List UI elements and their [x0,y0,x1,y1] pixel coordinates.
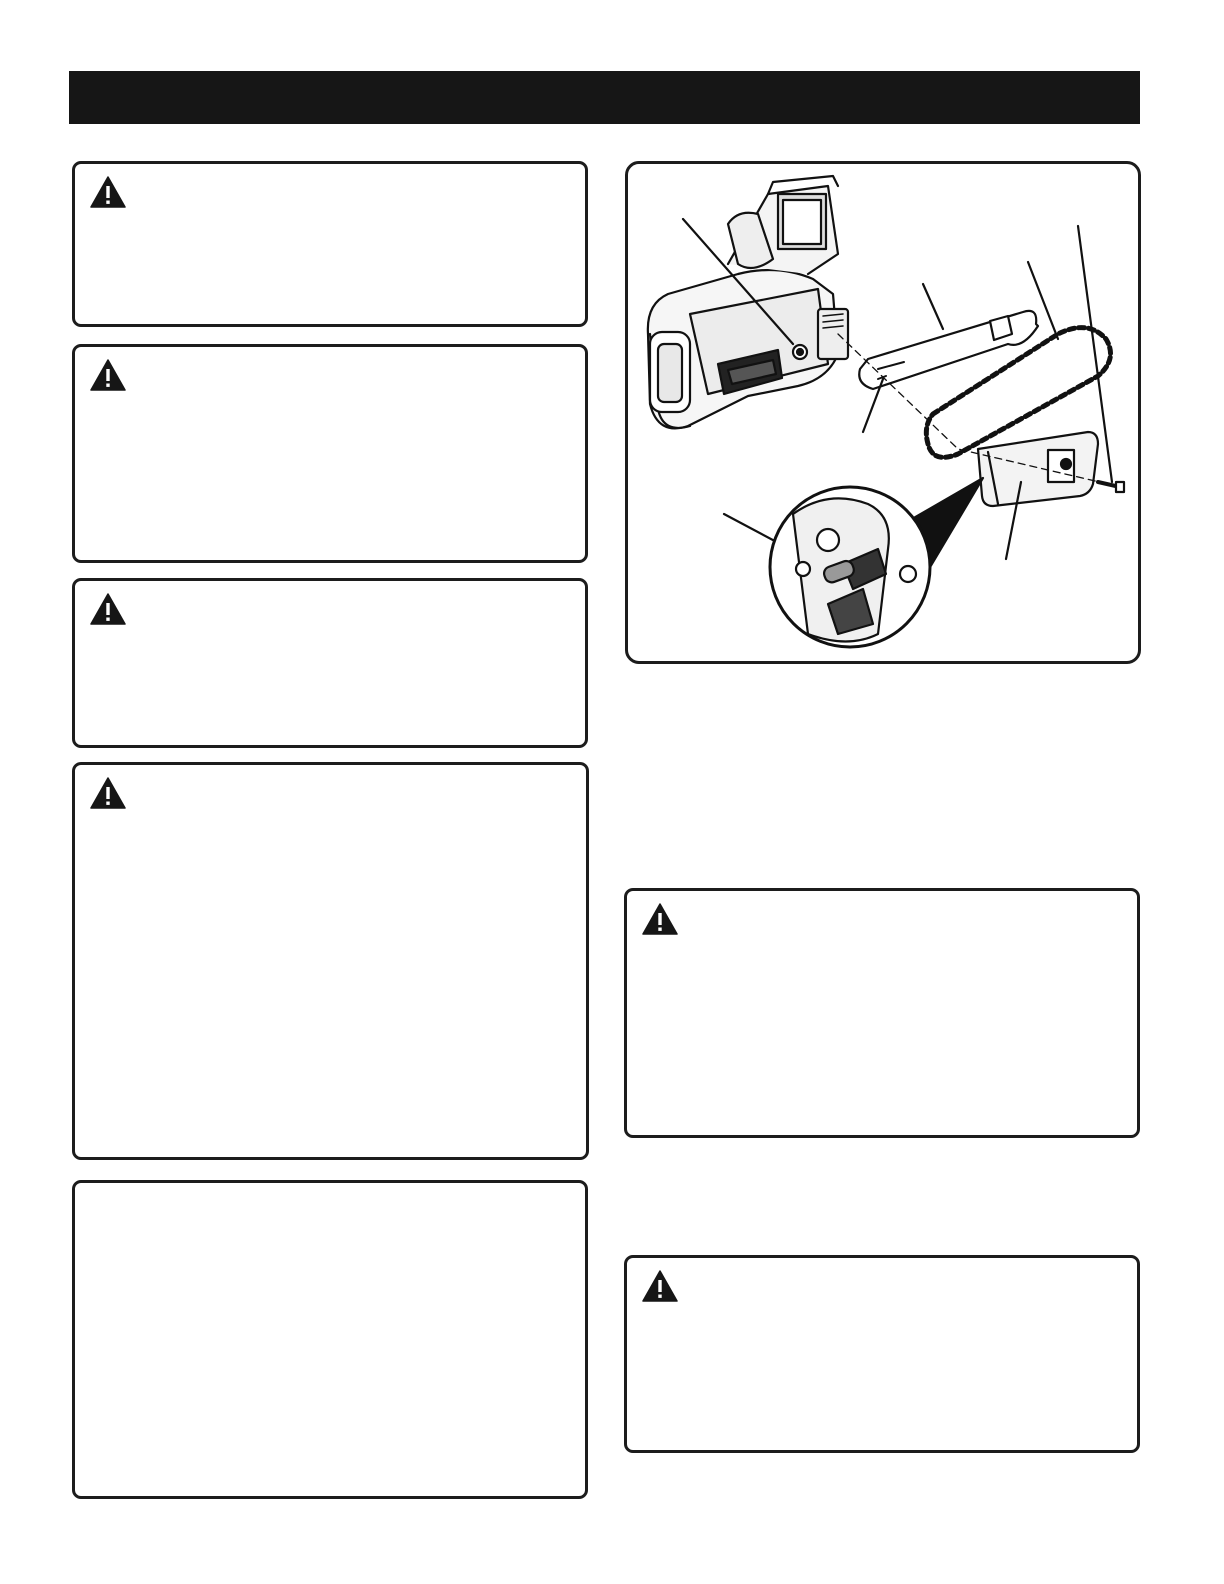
warning-triangle-icon [642,1270,678,1302]
warning-box-3 [72,578,588,748]
warning-triangle-icon [90,777,126,809]
warning-triangle-icon [642,903,678,935]
warning-box-4 [72,762,589,1160]
section-header-bar [69,71,1140,124]
warning-box-2 [72,344,588,563]
warning-box-6 [624,888,1140,1138]
notice-box-5 [72,1180,588,1499]
warning-triangle-icon [90,359,126,391]
assembly-figure [625,161,1141,664]
warning-triangle-icon [90,593,126,625]
warning-box-1 [72,161,588,327]
warning-triangle-icon [90,176,126,208]
chainsaw-bar-and-chain-assembly-illustration [628,164,1138,661]
warning-box-7 [624,1255,1140,1453]
